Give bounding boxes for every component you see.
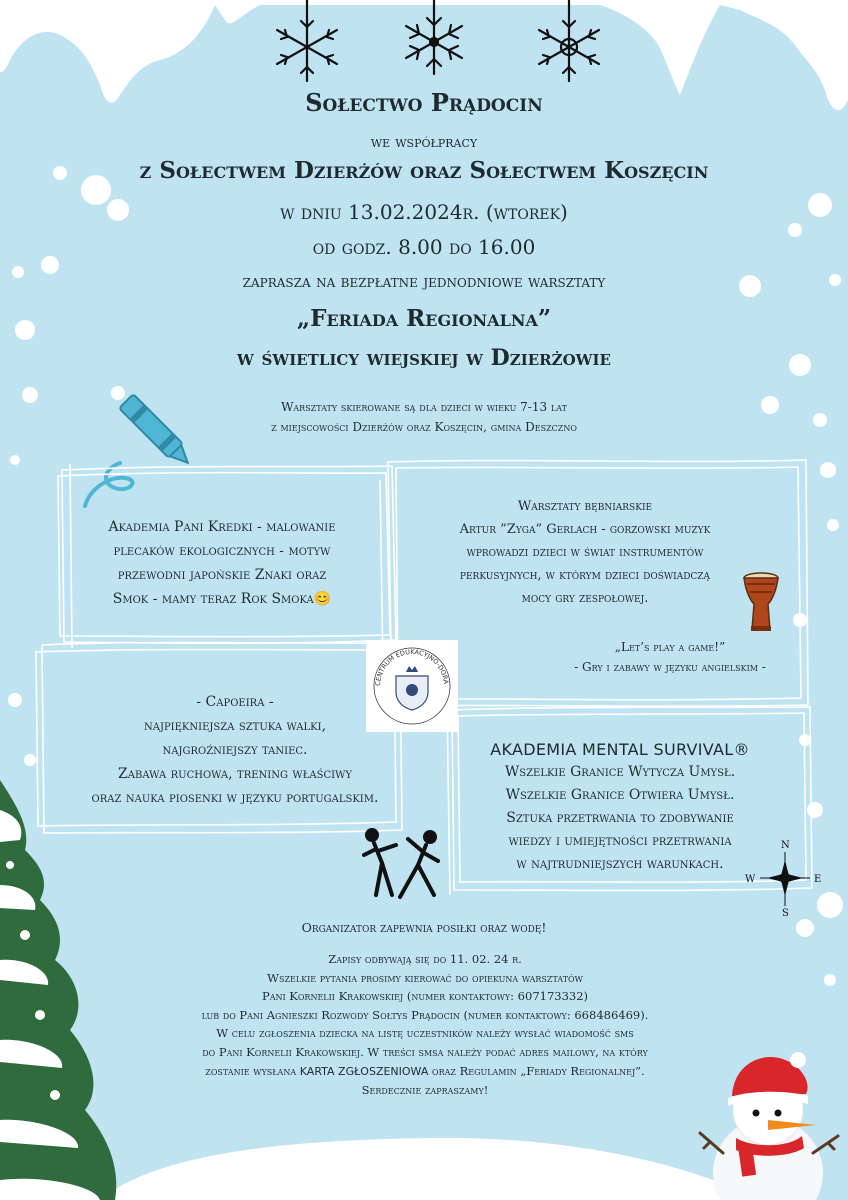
crayon-line: przewodni japońskie Znaki oraz (117, 567, 327, 583)
audience-line-2: z miejscowości Dzierżów oraz Koszęcin, gmina Deszczno (271, 420, 577, 434)
crayon-line: Smok - mamy teraz Rok Smoka😊 (112, 591, 332, 607)
compass-icon (742, 838, 826, 920)
drums-line: Artur ”Zyga” Gerlach - gorzowski muzyk (459, 522, 711, 537)
crayon-line: plecaków ekologicznych - motyw (113, 543, 331, 559)
drums-line: perkusyjnych, w którym dzieci doświadczą (459, 568, 711, 583)
registration-deadline: Zapisy odbywają się do 11. 02. 24 r. (328, 952, 522, 966)
sms-line: do Pani Kornelii Krakowskiej. W treści smsa należy podać adres mailowy, na który (202, 1044, 648, 1059)
capoeira-line: oraz nauka piosenki w języku portugalskim. (91, 790, 379, 806)
drum-icon (742, 572, 780, 634)
capoeira-line: najpiękniejsza sztuka walki, (143, 718, 327, 734)
compass-south: S (782, 908, 789, 919)
survival-line: Wszelkie Granice Wytycza Umysł. (504, 764, 736, 780)
capoeira-line: najgroźniejszy taniec. (162, 742, 308, 758)
survival-heading: AKADEMIA MENTAL SURVIVAL® (490, 740, 750, 759)
crayon-line: Akademia Pani Kredki - malowanie (108, 519, 336, 535)
english-games-text (520, 637, 820, 677)
sms-line: W celu zgłoszenia dziecka na listę uczestników należy wysłać wiadomość sms (216, 1026, 634, 1041)
event-date: w dniu 13.02.2024r. (wtorek) (280, 200, 568, 224)
survival-line: wiedzy i umiejętności przetrwania (508, 833, 732, 849)
form-line-a: zostanie wysłana (205, 1063, 300, 1078)
crayon-workshop-box (72, 515, 372, 611)
event-name: „Feriada Regionalna” (296, 305, 552, 332)
survival-line: w najtrudniejszych warunkach. (516, 856, 724, 872)
meals-note: Organizator zapewnia posiłki oraz wodę! (301, 920, 547, 935)
closing-line: Serdecznie zapraszamy! (361, 1083, 489, 1098)
capoeira-line: - Capoeira - (196, 694, 274, 710)
compass-west: W (745, 874, 756, 885)
logo-text: CENTRUM EDUKACYJNO-DORA (373, 647, 450, 687)
partner-villages: z Sołectwem Dzierżów oraz Sołectwem Koszęcin (139, 157, 709, 184)
registration-info (90, 950, 760, 1100)
village-title: Sołectwo Prądocin (305, 88, 543, 117)
compass-north: N (781, 840, 790, 851)
form-line (90, 1062, 760, 1082)
capoeira-line: Zabawa ruchowa, trening właściwy (118, 766, 352, 782)
drums-line: mocy gry zespołowej. (521, 591, 649, 606)
compass-east: E (814, 874, 822, 885)
form-line-c: oraz Regulamin „Feriady Regionalnej”. (428, 1063, 645, 1078)
drums-line: Warsztaty bębniarskie (517, 499, 653, 514)
audience-line-1: Warsztaty skierowane są dla dzieci w wieku 7-13 lat (281, 400, 567, 414)
event-place: w świetlicy wiejskiej w Dzierżowie (237, 345, 611, 371)
invitation-line: zaprasza na bezpłatne jednodniowe warsztaty (242, 272, 606, 292)
form-name: KARTA ZGŁOSZENIOWA (299, 1064, 429, 1078)
english-line: „Let’s play a game!” (614, 640, 726, 654)
cooperation-label: we współpracy (370, 132, 478, 151)
survival-line: Sztuka przetrwania to zdobywanie (506, 810, 734, 826)
drums-line: wprowadzi dzieci w świat instrumentów (466, 545, 704, 560)
survival-line: Wszelkie Granice Otwiera Umysł. (505, 787, 735, 803)
drum-workshop-box (400, 495, 770, 610)
christmas-tree-icon (0, 770, 135, 1200)
capoeira-fighters-icon (360, 825, 445, 900)
snowflakes-decoration (262, 0, 612, 90)
contact-line: Wszelkie pytania prosimy kierować do opiekuna warsztatów (267, 970, 583, 985)
english-line: - Gry i zabawy w języku angielskim - (574, 660, 766, 674)
contact-line: Pani Kornelii Krakowskiej (numer kontaktowy: 607173332) (261, 989, 589, 1004)
event-hours: od godz. 8.00 do 16.00 (312, 235, 536, 259)
contact-line: lub do Pani Agnieszki Rozwody Sołtys Prądocin (numer kontaktowy: 668486469). (201, 1007, 649, 1022)
snowman-icon (698, 1038, 843, 1200)
